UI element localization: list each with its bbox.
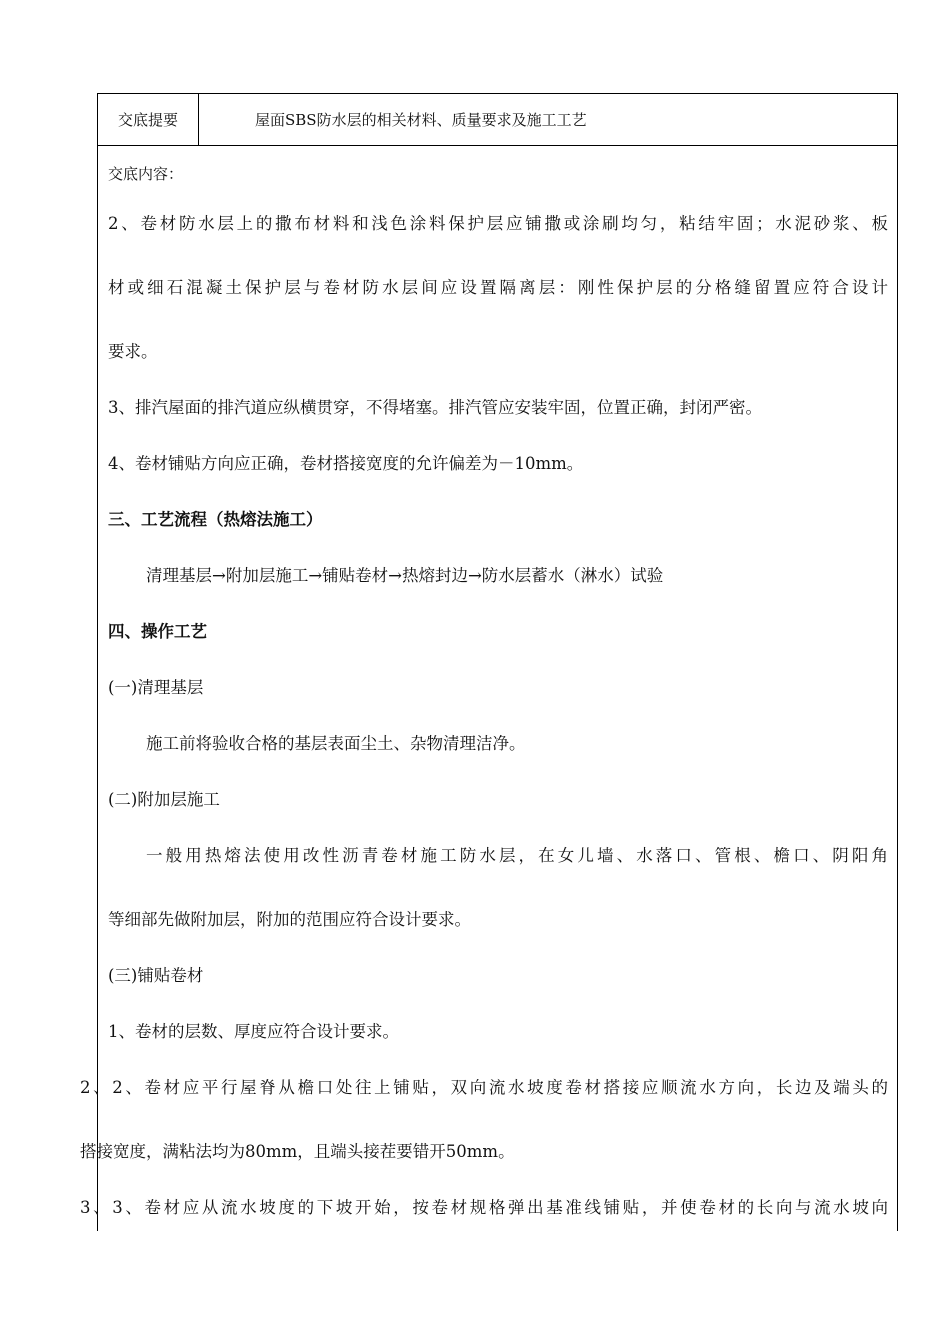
sub3-item3-line1: 3、3、卷材应从流水坡度的下坡开始，按卷材规格弹出基准线铺贴，并使卷材的长向与流水坡向 — [80, 1198, 888, 1217]
sub3-item2-line1: 2、2、卷材应平行屋脊从檐口处往上铺贴，双向流水坡度卷材搭接应顺流水方向，长边及端头的 — [80, 1078, 888, 1097]
sub1-text: 施工前将验收合格的基层表面尘土、杂物清理洁净。 — [146, 734, 526, 753]
document-table — [97, 93, 898, 1231]
intro-label: 交底内容： — [108, 165, 184, 183]
sub1-title: (一)清理基层 — [108, 678, 204, 697]
item2-line2: 材或细石混凝土保护层与卷材防水层间应设置隔离层：刚性保护层的分格缝留置应符合设计 — [108, 278, 888, 297]
item2-line3: 要求。 — [108, 342, 158, 361]
item3-text: 3、排汽屋面的排汽道应纵横贯穿，不得堵塞。排汽管应安装牢固，位置正确，封闭严密。 — [108, 398, 762, 417]
sub3-title: (三)铺贴卷材 — [108, 966, 204, 985]
sub3-item1: 1、卷材的层数、厚度应符合设计要求。 — [108, 1022, 399, 1041]
sub2-line2: 等细部先做附加层，附加的范围应符合设计要求。 — [108, 910, 471, 929]
section4-title: 四、操作工艺 — [108, 622, 207, 641]
item2-line1: 2、卷材防水层上的撒布材料和浅色涂料保护层应铺撒或涂刷均匀，粘结牢固；水泥砂浆、板 — [108, 214, 888, 233]
sub2-line1: 一般用热熔法使用改性沥青卷材施工防水层，在女儿墙、水落口、管根、檐口、阴阳角 — [146, 846, 888, 865]
header-title: 屋面SBS防水层的相关材料、质量要求及施工工艺 — [255, 111, 587, 129]
item4-text: 4、卷材铺贴方向应正确，卷材搭接宽度的允许偏差为－10mm。 — [108, 454, 584, 473]
sub3-item2-line2: 搭接宽度，满粘法均为80mm，且端头接茬要错开50mm。 — [80, 1142, 515, 1161]
section3-title: 三、工艺流程（热熔法施工） — [108, 510, 323, 529]
sub2-title: (二)附加层施工 — [108, 790, 220, 809]
header-row — [98, 94, 897, 146]
section3-flow: 清理基层→附加层施工→铺贴卷材→热熔封边→防水层蓄水（淋水）试验 — [146, 566, 664, 585]
header-label: 交底提要 — [98, 94, 199, 145]
